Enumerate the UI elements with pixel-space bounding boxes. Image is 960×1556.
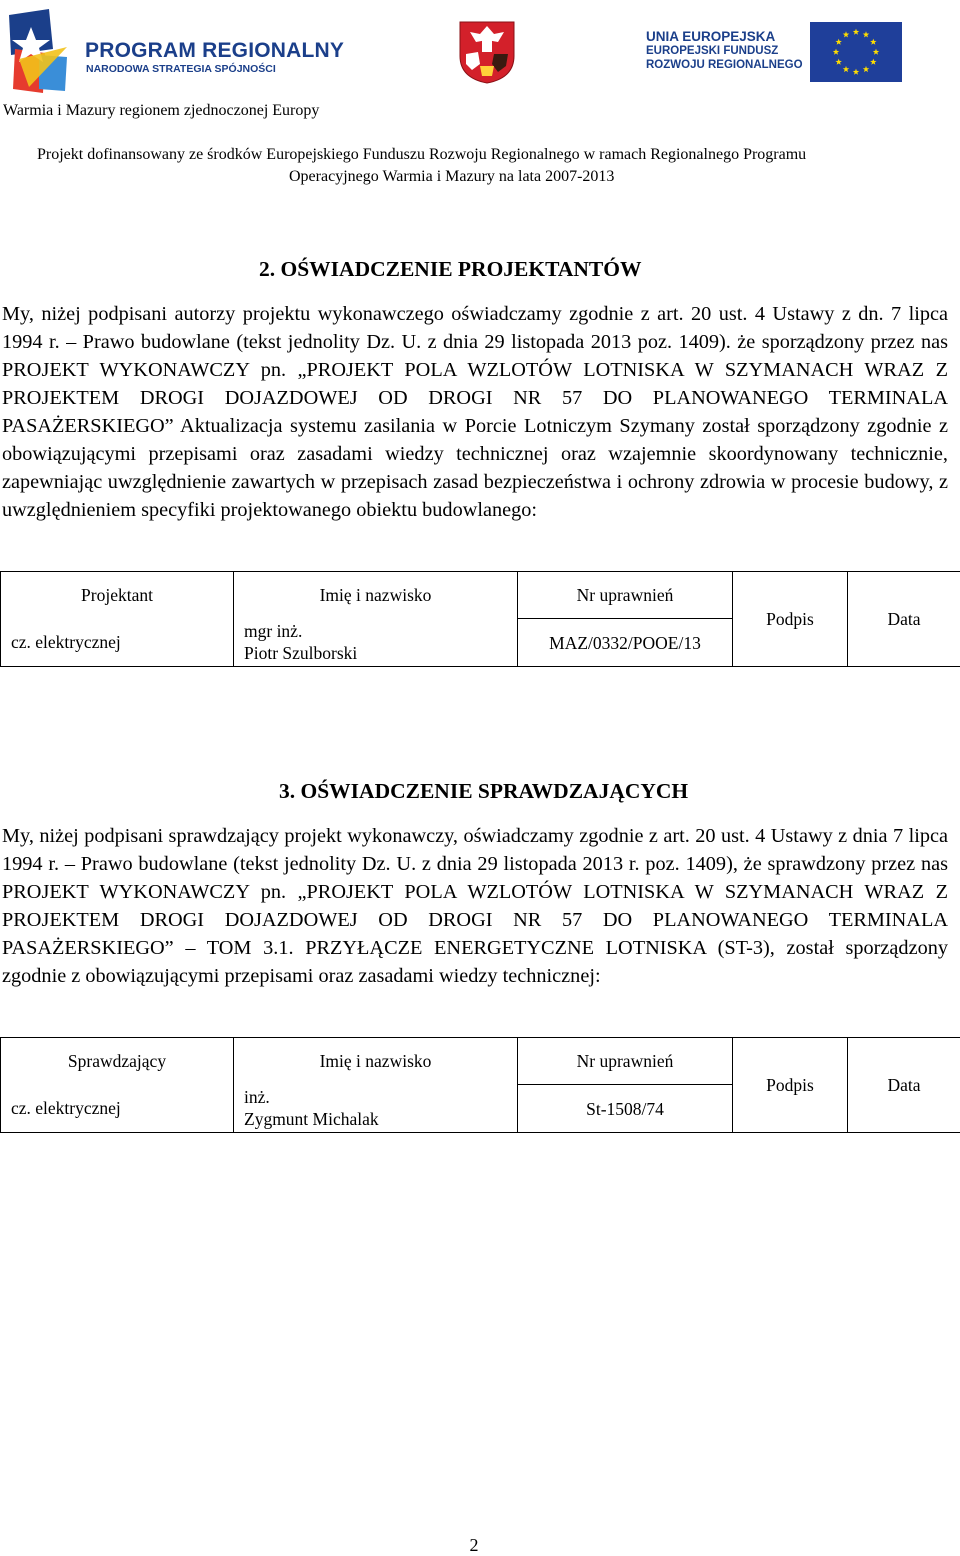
table-header-row <box>1 1038 960 1085</box>
name-title: inż. <box>244 1086 507 1108</box>
role-cell: cz. elektrycznej <box>1 1085 234 1133</box>
name-value: Piotr Szulborski <box>244 642 507 664</box>
name-header: Imię i nazwisko <box>234 572 518 619</box>
role-header: Projektant <box>1 572 234 619</box>
name-value: Zygmunt Michalak <box>244 1108 507 1130</box>
section2-paragraph: My, niżej podpisani autorzy projektu wykonawczego oświadczamy zgodnie z art. 20 ust. 4 Ustawy z dn. 7 lipca 1994 r. – Prawo budowlane (tekst jednolity Dz. U. z dnia 29 listopada 2013 poz. 1409). że sporządzony przez nas PROJEKT WYKONAWCZY pn. „PROJEKT POLA WZLOTÓW LOTNISKA W SZYMANACH WRAZ Z PROJEKTEM DROGI DOJAZDOWEJ OD DROGI NR 57 DO PLANOWANEGO TERMINALA PASAŻERSKIEGO” Aktualizacja systemu zasilania w Porcie Lotniczym Szymany został sporządzony zgodnie z obowiązującymi przepisami oraz zasadami wiedzy technicznej oraz wzajemnie skoordynowany technicznie, zapewniając uwzględnienie zawartych w przepisach zasad bezpieczeństwa i ochrony zdrowia w procesie budowy, z uwzględnieniem specyfiki projektowanego obiektu budowlanego: <box>2 300 948 524</box>
license-cell: MAZ/0332/POOE/13 <box>518 619 733 667</box>
coat-of-arms-icon <box>458 20 516 84</box>
role-cell: cz. elektrycznej <box>1 619 234 667</box>
eu-logo-line3: ROZWOJU REGIONALNEGO <box>646 58 803 72</box>
funding-line-1: Projekt dofinansowany ze środków Europejskiego Funduszu Rozwoju Regionalnego w ramach Regionalnego Programu <box>37 146 806 164</box>
program-logo-title: PROGRAM REGIONALNY <box>85 39 344 63</box>
name-title: mgr inż. <box>244 620 507 642</box>
eu-flag-icon <box>810 22 902 82</box>
signature-header: Podpis <box>733 572 848 667</box>
eu-logo-line1: UNIA EUROPEJSKA <box>646 30 803 44</box>
name-header: Imię i nazwisko <box>234 1038 518 1085</box>
program-regionalny-logo <box>5 5 335 95</box>
section3-paragraph: My, niżej podpisani sprawdzający projekt wykonawczy, oświadczamy zgodnie z art. 20 ust. 4 Ustawy z dnia 7 lipca 1994 r. – Prawo budowlane (tekst jednolity Dz. U. z dnia 29 listopada 2013 r. poz. 1409), że sprawdzony przez nas PROJEKT WYKONAWCZY pn. „PROJEKT POLA WZLOTÓW LOTNISKA W SZYMANACH WRAZ Z PROJEKTEM DROGI DOJAZDOWEJ OD DROGI NR 57 DO PLANOWANEGO TERMINALA PASAŻERSKIEGO” – TOM 3.1. PRZYŁĄCZE ENERGETYCZNE LOTNISKA (ST-3), został sporządzony zgodnie z obowiązującymi przepisami oraz zasadami wiedzy technicznej: <box>2 822 948 990</box>
reviewers-table <box>0 1037 960 1133</box>
license-header: Nr uprawnień <box>518 1038 733 1085</box>
date-header: Data <box>848 572 960 667</box>
license-cell: St-1508/74 <box>518 1085 733 1133</box>
section3-heading: 3. OŚWIADCZENIE SPRAWDZAJĄCYCH <box>279 779 688 804</box>
section2-heading: 2. OŚWIADCZENIE PROJEKTANTÓW <box>259 257 641 282</box>
page-number: 2 <box>0 1535 948 1556</box>
role-header: Sprawdzający <box>1 1038 234 1085</box>
name-cell <box>234 1085 518 1133</box>
header-motto: Warmia i Mazury regionem zjednoczonej Europy <box>3 102 319 120</box>
program-logo-subtitle: NARODOWA STRATEGIA SPÓJNOŚCI <box>86 63 276 75</box>
program-star-icon <box>9 9 67 93</box>
name-cell <box>234 619 518 667</box>
eu-logo-line2: EUROPEJSKI FUNDUSZ <box>646 44 803 58</box>
license-header: Nr uprawnień <box>518 572 733 619</box>
date-header: Data <box>848 1038 960 1133</box>
table-header-row <box>1 572 960 619</box>
signature-header: Podpis <box>733 1038 848 1133</box>
eu-logo <box>630 20 910 84</box>
designers-table <box>0 571 960 667</box>
funding-line-2: Operacyjnego Warmia i Mazury na lata 2007-2013 <box>289 168 614 186</box>
